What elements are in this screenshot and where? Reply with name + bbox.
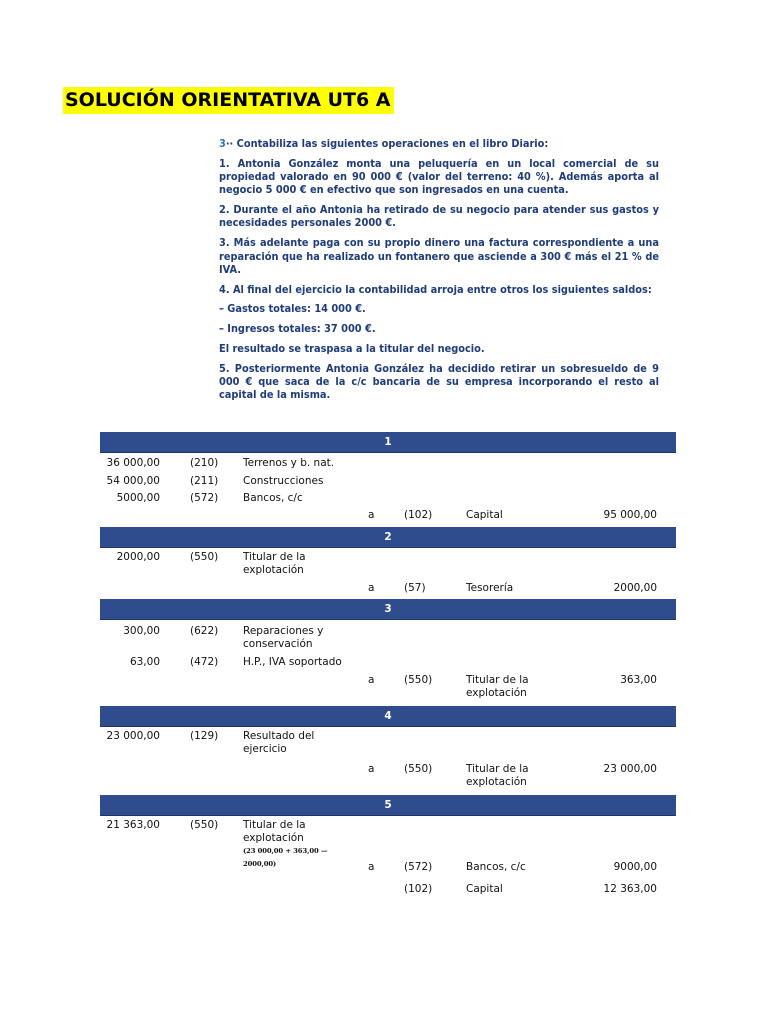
debit-row — [100, 457, 676, 475]
debit-account-code: (472) — [190, 656, 219, 668]
journal-table — [100, 432, 676, 901]
debit-account-name: Bancos, c/c — [243, 492, 303, 504]
credit-amount: 23 000,00 — [603, 763, 657, 775]
credit-amount: 2000,00 — [613, 582, 657, 594]
debit-amount: 23 000,00 — [106, 730, 160, 742]
credit-row — [100, 674, 676, 706]
operation-5-text: 5. Posteriormente Antonia González ha decidido retirar un sobresueldo de 9 000 € que saca de la c/c bancaria de su empresa incorporando el resto al capital de la misma. — [219, 361, 659, 402]
debit-amount: 36 000,00 — [106, 457, 160, 469]
credit-amount: 363,00 — [620, 674, 657, 686]
debit-account-name: Titular de la explotación — [243, 551, 306, 576]
operation-1-text: 1. Antonia González monta una peluquería en un local comercial de su propiedad valorado en 90 000 € (valor del terreno: 40 %). Además aporta al negocio 5 000 € en efectivo que son ingresados en una cuenta. — [219, 156, 659, 197]
debit-account-code: (211) — [190, 475, 219, 487]
debit-account-code: (572) — [190, 492, 219, 504]
debit-row — [100, 551, 676, 582]
credit-amount: 95 000,00 — [603, 509, 657, 521]
credit-account-code: (102) — [404, 509, 433, 521]
operation-4-income: – Ingresos totales: 37 000 €. — [219, 322, 376, 336]
credit-account-name: Capital — [466, 883, 503, 895]
credit-account-code: (102) — [404, 883, 433, 895]
credit-row — [100, 861, 676, 883]
debit-amount: 63,00 — [129, 656, 160, 668]
debit-account-code: (210) — [190, 457, 219, 469]
debit-account-label: Titular de la explotación — [243, 819, 306, 844]
debit-account-name: Reparaciones y conservación — [243, 625, 324, 650]
credit-marker: a — [368, 674, 375, 686]
entry-header-4: 4 — [100, 706, 676, 727]
credit-account-name: Capital — [466, 509, 503, 521]
credit-amount: 9000,00 — [613, 861, 657, 873]
operation-4-expenses: – Gastos totales: 14 000 €. — [219, 302, 366, 316]
debit-account-name: H.P., IVA soportado — [243, 656, 342, 668]
page-title: SOLUCIÓN ORIENTATIVA UT6 A — [63, 87, 394, 114]
debit-account-code: (550) — [190, 551, 219, 563]
credit-account-code: (572) — [404, 861, 433, 873]
credit-marker: a — [368, 861, 375, 873]
entry-header-2: 2 — [100, 527, 676, 548]
problem-intro — [219, 137, 659, 150]
credit-account-name: Titular de la explotación — [466, 674, 529, 699]
debit-row — [100, 475, 676, 492]
debit-row — [100, 656, 676, 674]
debit-amount: 21 363,00 — [106, 819, 160, 831]
operation-4-text: 4. Al final del ejercicio la contabilidad arroja entre otros los siguientes saldos: — [219, 282, 652, 296]
debit-account-name: Terrenos y b. nat. — [243, 457, 335, 469]
debit-account-code: (550) — [190, 819, 219, 831]
credit-row — [100, 509, 676, 527]
credit-account-name: Tesorería — [466, 582, 514, 594]
debit-account-name: Resultado del ejercicio — [243, 730, 315, 755]
credit-marker: a — [368, 582, 375, 594]
credit-account-name: Titular de la explotación — [466, 763, 529, 788]
entry-header-1: 1 — [100, 432, 676, 453]
debit-amount: 2000,00 — [116, 551, 160, 563]
debit-amount: 300,00 — [123, 625, 160, 637]
exercise-number: 3 — [219, 137, 226, 150]
entry-header-3: 3 — [100, 599, 676, 620]
debit-account-name: Construcciones — [243, 475, 324, 487]
debit-account-code: (622) — [190, 625, 219, 637]
debit-row — [100, 730, 676, 763]
credit-amount: 12 363,00 — [603, 883, 657, 895]
debit-amount: 5000,00 — [116, 492, 160, 504]
debit-account-code: (129) — [190, 730, 219, 742]
exercise-instruction: ·· Contabiliza las siguientes operaciones en el libro Diario: — [225, 137, 549, 150]
credit-marker: a — [368, 509, 375, 521]
credit-account-code: (550) — [404, 674, 433, 686]
credit-account-code: (550) — [404, 763, 433, 775]
credit-account-name: Bancos, c/c — [466, 861, 526, 873]
credit-row — [100, 883, 676, 901]
credit-row — [100, 763, 676, 795]
entry-header-5: 5 — [100, 795, 676, 816]
operation-2-text: 2. Durante el año Antonia ha retirado de su negocio para atender sus gastos y necesidades personales 2000 €. — [219, 203, 659, 230]
debit-row — [100, 492, 676, 509]
operation-3-text: 3. Más adelante paga con su propio dinero una factura correspondiente a una reparación que ha realizado un fontanero que asciende a 300 € más el 21 % de IVA. — [219, 236, 659, 276]
credit-row — [100, 582, 676, 599]
debit-row — [100, 625, 676, 656]
calculation-note: (23 000,00 + 363,00 — 2000,00) — [243, 847, 328, 868]
problem-statement — [219, 137, 659, 408]
credit-marker: a — [368, 763, 375, 775]
credit-account-code: (57) — [404, 582, 426, 594]
operation-4-transfer: El resultado se traspasa a la titular del negocio. — [219, 342, 485, 356]
debit-amount: 54 000,00 — [106, 475, 160, 487]
